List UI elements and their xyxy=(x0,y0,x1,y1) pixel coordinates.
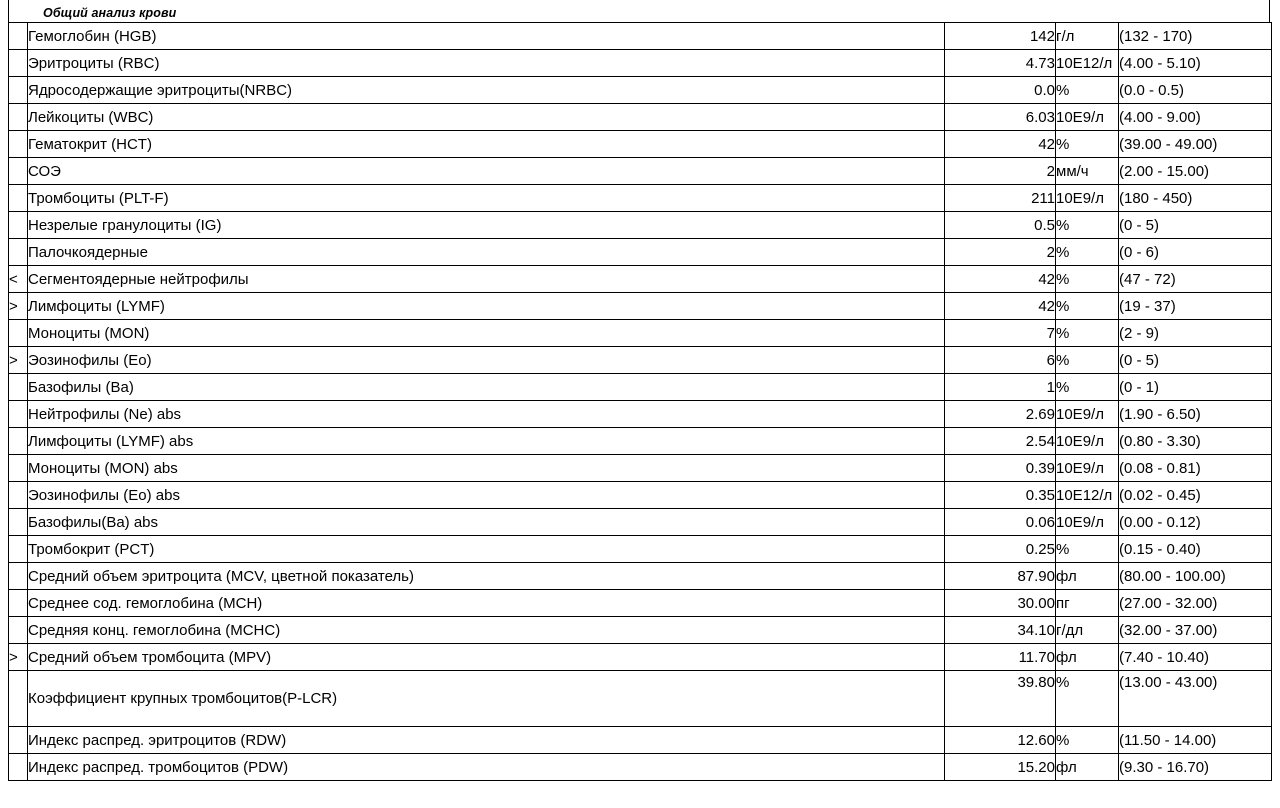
row-unit: % xyxy=(1056,374,1119,401)
row-reference: (0.15 - 0.40) xyxy=(1119,536,1272,563)
row-value: 4.73 xyxy=(945,50,1056,77)
results-table xyxy=(8,22,1272,781)
table-row xyxy=(9,104,1272,131)
row-unit: 10E9/л xyxy=(1056,104,1119,131)
row-unit: % xyxy=(1056,77,1119,104)
row-analyte: Среднее сод. гемоглобина (MCH) xyxy=(28,590,945,617)
row-value: 0.35 xyxy=(945,482,1056,509)
row-reference: (0 - 1) xyxy=(1119,374,1272,401)
row-value: 6 xyxy=(945,347,1056,374)
row-reference: (180 - 450) xyxy=(1119,185,1272,212)
row-value: 2 xyxy=(945,239,1056,266)
row-value: 211 xyxy=(945,185,1056,212)
row-value: 2.54 xyxy=(945,428,1056,455)
table-row xyxy=(9,347,1272,374)
row-analyte: Лейкоциты (WBC) xyxy=(28,104,945,131)
row-value: 42 xyxy=(945,131,1056,158)
table-row xyxy=(9,401,1272,428)
table-row xyxy=(9,185,1272,212)
row-unit: 10E9/л xyxy=(1056,509,1119,536)
row-analyte: Эритроциты (RBC) xyxy=(28,50,945,77)
row-reference: (9.30 - 16.70) xyxy=(1119,754,1272,781)
section-title: Общий анализ крови xyxy=(43,6,177,20)
row-flag xyxy=(9,671,28,727)
row-flag: > xyxy=(9,347,28,374)
row-reference: (4.00 - 9.00) xyxy=(1119,104,1272,131)
row-value: 0.5 xyxy=(945,212,1056,239)
row-analyte: Индекс распред. тромбоцитов (PDW) xyxy=(28,754,945,781)
table-row xyxy=(9,23,1272,50)
row-unit: 10E12/л xyxy=(1056,50,1119,77)
row-unit: 10E9/л xyxy=(1056,401,1119,428)
row-flag xyxy=(9,77,28,104)
row-reference: (47 - 72) xyxy=(1119,266,1272,293)
row-reference: (7.40 - 10.40) xyxy=(1119,644,1272,671)
row-analyte: Коэффициент крупных тромбоцитов(P-LCR) xyxy=(28,671,945,727)
table-row xyxy=(9,590,1272,617)
row-value: 30.00 xyxy=(945,590,1056,617)
table-row xyxy=(9,727,1272,754)
row-analyte: Базофилы(Ba) abs xyxy=(28,509,945,536)
row-flag xyxy=(9,185,28,212)
row-flag xyxy=(9,23,28,50)
row-flag xyxy=(9,563,28,590)
row-analyte: Средний объем тромбоцита (MPV) xyxy=(28,644,945,671)
row-value: 0.0 xyxy=(945,77,1056,104)
table-row xyxy=(9,239,1272,266)
row-value: 0.06 xyxy=(945,509,1056,536)
row-flag xyxy=(9,536,28,563)
row-flag xyxy=(9,212,28,239)
row-analyte: Моноциты (MON) xyxy=(28,320,945,347)
row-reference: (13.00 - 43.00) xyxy=(1119,671,1272,727)
row-value: 11.70 xyxy=(945,644,1056,671)
row-value: 0.25 xyxy=(945,536,1056,563)
row-reference: (0.0 - 0.5) xyxy=(1119,77,1272,104)
row-unit: 10E9/л xyxy=(1056,428,1119,455)
row-analyte: Средний объем эритроцита (MCV, цветной показатель) xyxy=(28,563,945,590)
table-row xyxy=(9,131,1272,158)
table-row xyxy=(9,482,1272,509)
table-row xyxy=(9,77,1272,104)
row-reference: (0.08 - 0.81) xyxy=(1119,455,1272,482)
row-unit: % xyxy=(1056,212,1119,239)
table-row xyxy=(9,455,1272,482)
row-unit: % xyxy=(1056,727,1119,754)
row-value: 87.90 xyxy=(945,563,1056,590)
row-analyte: Эозинофилы (Eo) xyxy=(28,347,945,374)
row-unit: % xyxy=(1056,239,1119,266)
row-value: 15.20 xyxy=(945,754,1056,781)
table-row xyxy=(9,671,1272,727)
row-reference: (0.80 - 3.30) xyxy=(1119,428,1272,455)
row-unit: 10E9/л xyxy=(1056,185,1119,212)
row-unit: фл xyxy=(1056,644,1119,671)
row-analyte: Средняя конц. гемоглобина (MCHC) xyxy=(28,617,945,644)
row-analyte: Моноциты (MON) abs xyxy=(28,455,945,482)
section-header xyxy=(8,4,1270,22)
row-analyte: Сегментоядерные нейтрофилы xyxy=(28,266,945,293)
table-row xyxy=(9,158,1272,185)
row-unit: % xyxy=(1056,671,1119,727)
row-reference: (19 - 37) xyxy=(1119,293,1272,320)
row-reference: (0.02 - 0.45) xyxy=(1119,482,1272,509)
row-reference: (0 - 6) xyxy=(1119,239,1272,266)
row-flag: > xyxy=(9,644,28,671)
row-analyte: Гемоглобин (HGB) xyxy=(28,23,945,50)
row-unit: % xyxy=(1056,536,1119,563)
row-unit: 10E9/л xyxy=(1056,455,1119,482)
row-flag xyxy=(9,401,28,428)
row-value: 42 xyxy=(945,266,1056,293)
row-analyte: СОЭ xyxy=(28,158,945,185)
row-analyte: Базофилы (Ba) xyxy=(28,374,945,401)
row-analyte: Лимфоциты (LYMF) abs xyxy=(28,428,945,455)
row-flag xyxy=(9,158,28,185)
row-value: 0.39 xyxy=(945,455,1056,482)
row-flag xyxy=(9,482,28,509)
row-unit: мм/ч xyxy=(1056,158,1119,185)
row-unit: фл xyxy=(1056,754,1119,781)
row-reference: (80.00 - 100.00) xyxy=(1119,563,1272,590)
row-unit: % xyxy=(1056,347,1119,374)
table-row xyxy=(9,320,1272,347)
row-analyte: Незрелые гранулоциты (IG) xyxy=(28,212,945,239)
table-row xyxy=(9,428,1272,455)
row-flag: < xyxy=(9,266,28,293)
table-row xyxy=(9,374,1272,401)
row-unit: % xyxy=(1056,293,1119,320)
row-flag xyxy=(9,428,28,455)
row-value: 34.10 xyxy=(945,617,1056,644)
row-analyte: Эозинофилы (Eo) abs xyxy=(28,482,945,509)
row-value: 39.80 xyxy=(945,671,1056,727)
row-value: 7 xyxy=(945,320,1056,347)
row-analyte: Лимфоциты (LYMF) xyxy=(28,293,945,320)
row-flag xyxy=(9,50,28,77)
row-flag xyxy=(9,374,28,401)
row-reference: (1.90 - 6.50) xyxy=(1119,401,1272,428)
row-analyte: Тромбокрит (PCT) xyxy=(28,536,945,563)
row-unit: % xyxy=(1056,320,1119,347)
row-unit: % xyxy=(1056,266,1119,293)
table-row xyxy=(9,644,1272,671)
table-row xyxy=(9,563,1272,590)
row-value: 142 xyxy=(945,23,1056,50)
row-flag xyxy=(9,131,28,158)
row-flag xyxy=(9,617,28,644)
row-value: 2 xyxy=(945,158,1056,185)
row-analyte: Нейтрофилы (Ne) abs xyxy=(28,401,945,428)
row-reference: (0 - 5) xyxy=(1119,212,1272,239)
row-flag xyxy=(9,509,28,536)
row-value: 42 xyxy=(945,293,1056,320)
row-flag xyxy=(9,320,28,347)
row-flag xyxy=(9,590,28,617)
row-flag xyxy=(9,455,28,482)
row-reference: (27.00 - 32.00) xyxy=(1119,590,1272,617)
row-flag xyxy=(9,104,28,131)
table-row xyxy=(9,266,1272,293)
row-flag: > xyxy=(9,293,28,320)
row-unit: фл xyxy=(1056,563,1119,590)
row-reference: (2.00 - 15.00) xyxy=(1119,158,1272,185)
table-row xyxy=(9,212,1272,239)
table-row xyxy=(9,509,1272,536)
table-row xyxy=(9,754,1272,781)
results-table-body xyxy=(9,23,1272,781)
row-value: 6.03 xyxy=(945,104,1056,131)
row-unit: 10E12/л xyxy=(1056,482,1119,509)
row-flag xyxy=(9,239,28,266)
row-value: 2.69 xyxy=(945,401,1056,428)
row-analyte: Индекс распред. эритроцитов (RDW) xyxy=(28,727,945,754)
row-reference: (2 - 9) xyxy=(1119,320,1272,347)
row-value: 1 xyxy=(945,374,1056,401)
row-analyte: Палочкоядерные xyxy=(28,239,945,266)
row-reference: (132 - 170) xyxy=(1119,23,1272,50)
row-unit: г/л xyxy=(1056,23,1119,50)
row-reference: (4.00 - 5.10) xyxy=(1119,50,1272,77)
row-flag xyxy=(9,754,28,781)
row-reference: (0.00 - 0.12) xyxy=(1119,509,1272,536)
table-row xyxy=(9,617,1272,644)
table-row xyxy=(9,293,1272,320)
row-unit: пг xyxy=(1056,590,1119,617)
row-analyte: Ядросодержащие эритроциты(NRBC) xyxy=(28,77,945,104)
table-row xyxy=(9,536,1272,563)
row-reference: (0 - 5) xyxy=(1119,347,1272,374)
row-reference: (11.50 - 14.00) xyxy=(1119,727,1272,754)
row-reference: (32.00 - 37.00) xyxy=(1119,617,1272,644)
row-unit: % xyxy=(1056,131,1119,158)
row-analyte: Гематокрит (HCT) xyxy=(28,131,945,158)
table-row xyxy=(9,50,1272,77)
row-unit: г/дл xyxy=(1056,617,1119,644)
row-value: 12.60 xyxy=(945,727,1056,754)
row-reference: (39.00 - 49.00) xyxy=(1119,131,1272,158)
row-flag xyxy=(9,727,28,754)
row-analyte: Тромбоциты (PLT-F) xyxy=(28,185,945,212)
